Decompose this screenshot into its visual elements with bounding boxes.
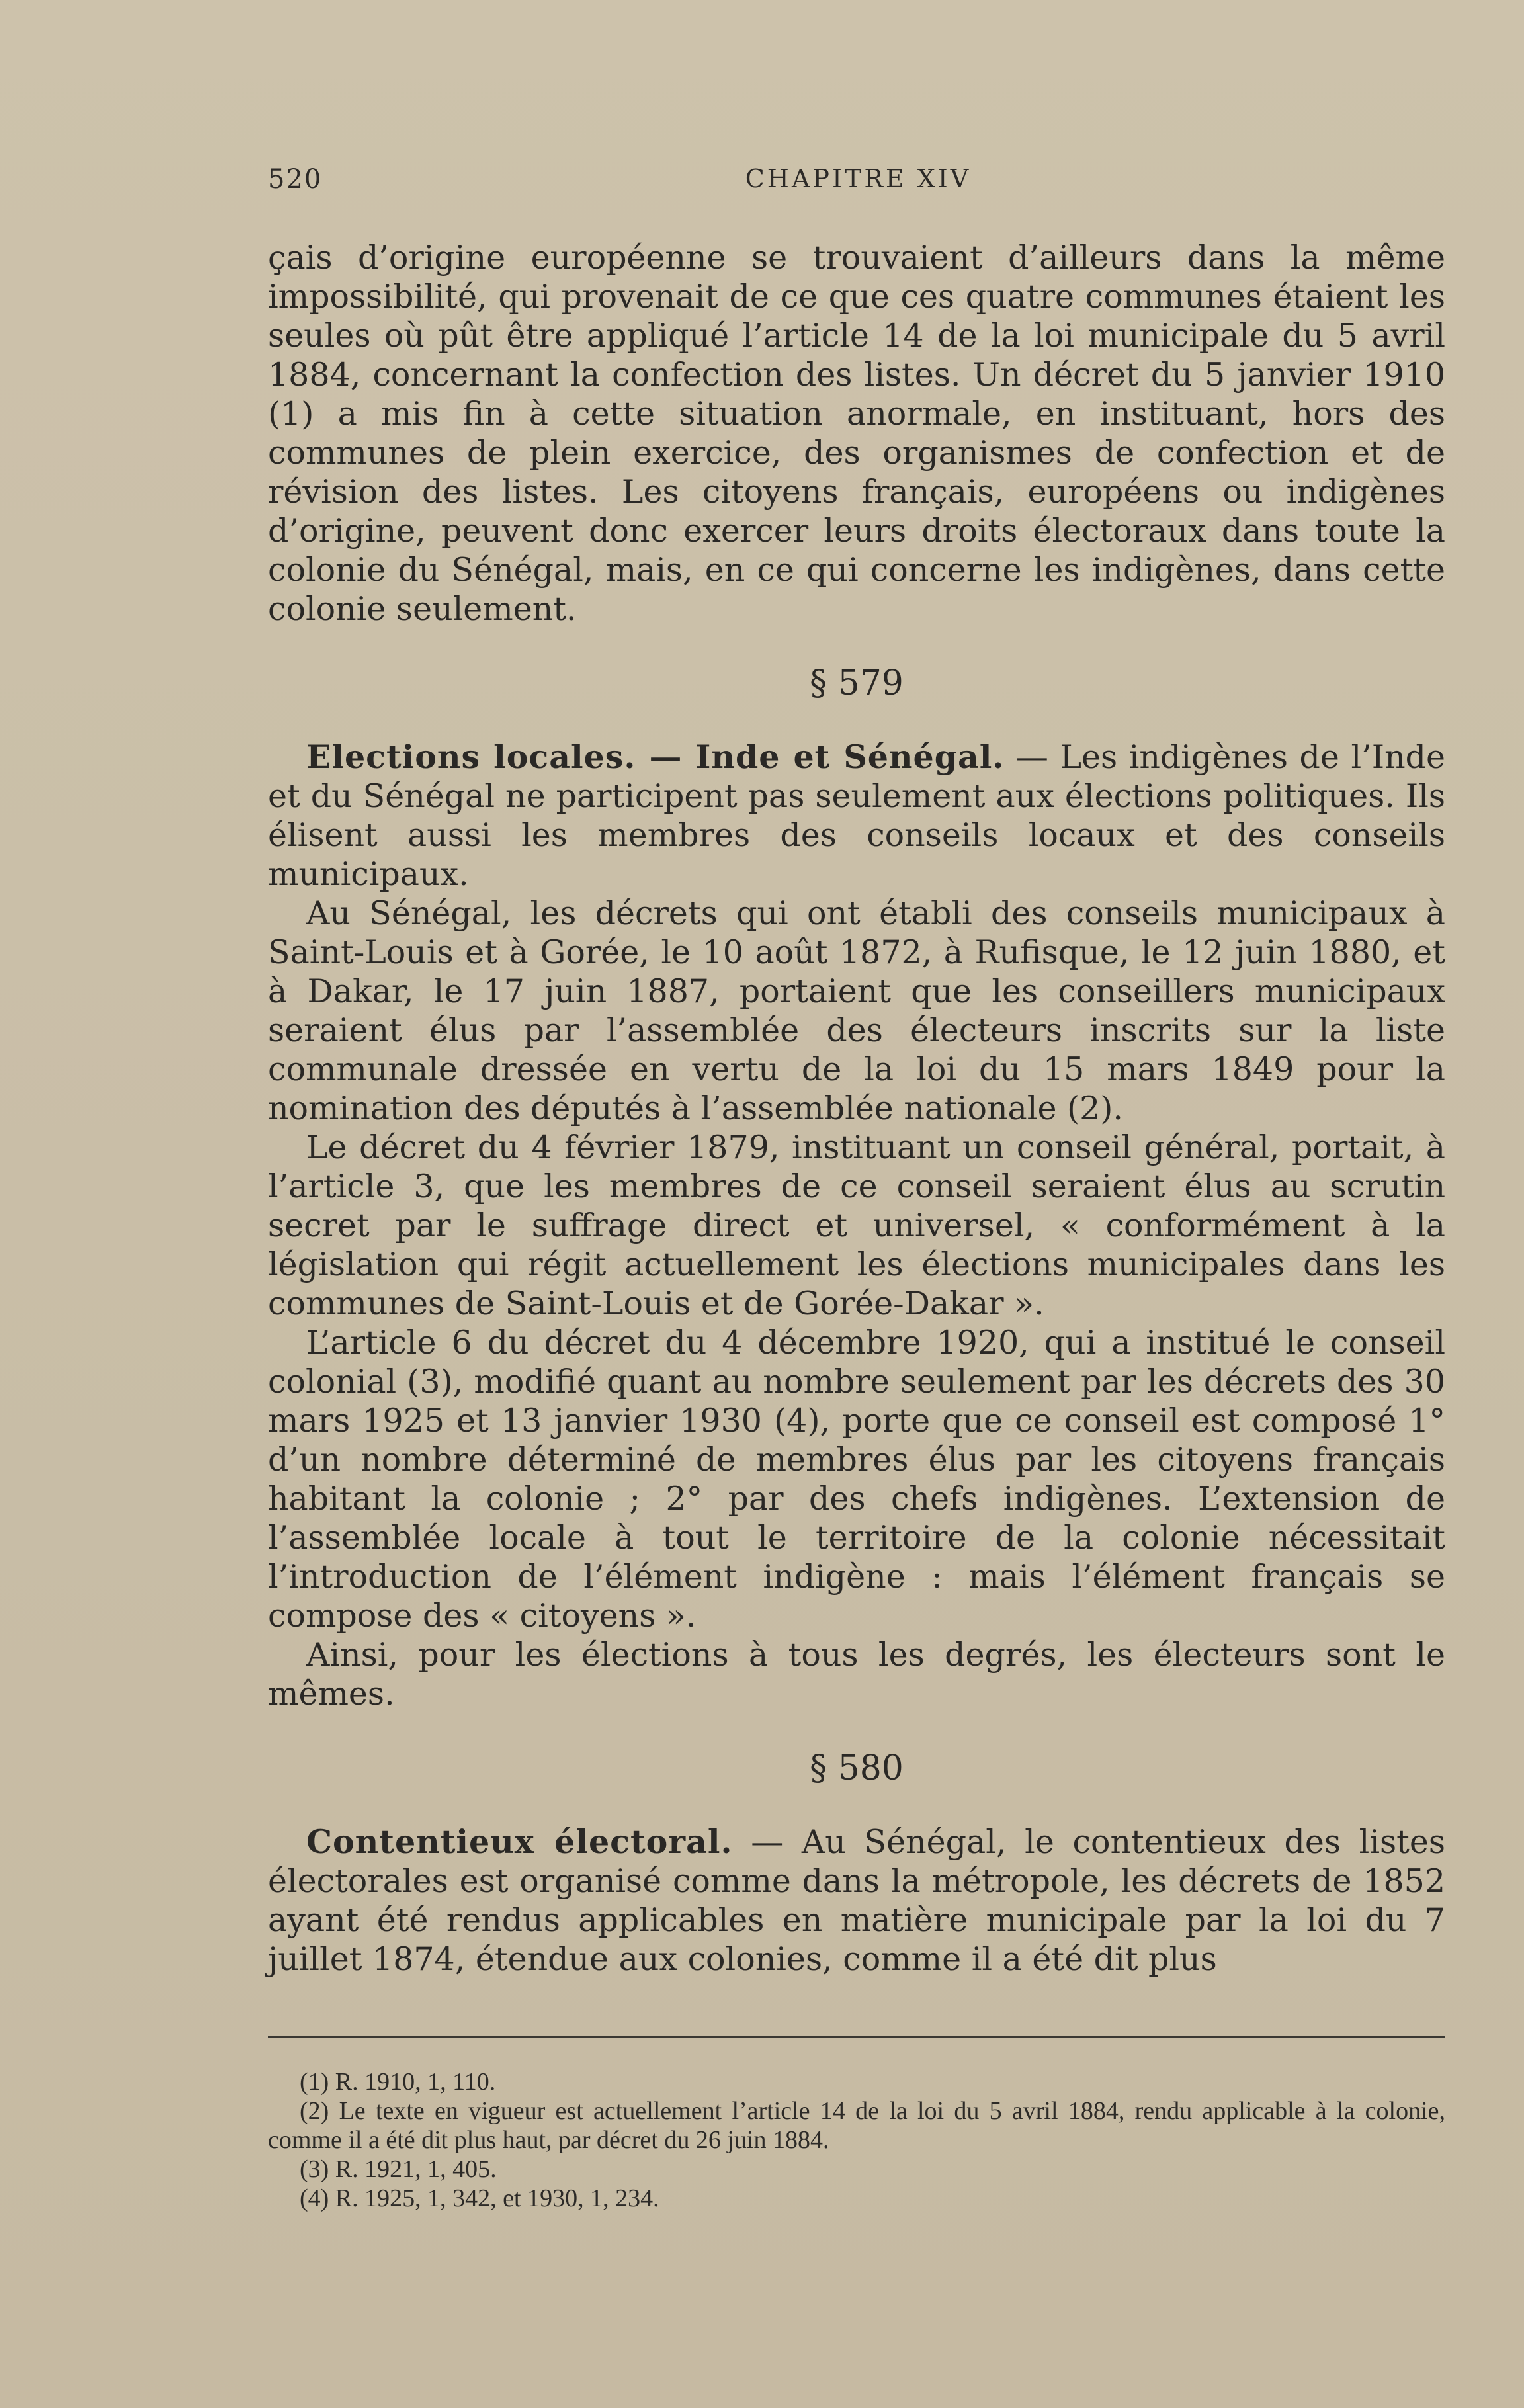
- running-header: [268, 164, 1449, 204]
- body-text: [268, 238, 1445, 1979]
- paragraph-5: L’article 6 du décret du 4 décembre 1920, qui a institué le conseil colonial (3), modifié quant au nombre seulement par les décrets des 30 mars 1925 et 13 janvier 1930 (4), porte que ce conseil est composé 1° d’un nombre déterminé de membres élus par les citoyens français habitant la colonie ; 2° par des chefs indigènes. L’extension de l’assemblée locale à tout le territoire de la colonie nécessitait l’introduction de l’élément indigène : mais l’élément français se compose des « citoyens ».: [268, 1324, 1445, 1635]
- paragraph-4: Le décret du 4 février 1879, instituant un conseil général, portait, à l’article 3, que les membres de ce conseil seraient élus au scrutin secret par le suffrage direct et universel, « conformément à la législation qui régit actuellement les élections municipales dans les communes de Saint-Louis et de Gorée-Dakar ».: [268, 1129, 1445, 1322]
- paragraph-2-text: — Les indigènes de l’Inde et du Sénégal ne participent pas seulement aux élections politiques. Ils élisent aussi les membres des conseils locaux et des conseils municipaux.: [268, 738, 1445, 893]
- footnote-4: (4) R. 1925, 1, 342, et 1930, 1, 234.: [300, 2184, 659, 2212]
- footnote-1: (1) R. 1910, 1, 110.: [300, 2068, 496, 2096]
- footnote-divider: [268, 2036, 1445, 2038]
- chapter-title: CHAPITRE XIV: [745, 164, 972, 193]
- paragraph-6: Ainsi, pour les élections à tous les degrés, les électeurs sont le mêmes.: [268, 1636, 1445, 1713]
- section-heading-580: § 580: [810, 1748, 904, 1788]
- run-in-heading-contentieux: Contentieux électoral.: [306, 1823, 733, 1861]
- footnotes: [268, 2036, 1445, 2213]
- paragraph-1: çais d’origine européenne se trouvaient d’ailleurs dans la même impossibilité, qui provenait de ce que ces quatre communes étaient les seules où pût être appliqué l’article 14 de la loi municipale du 5 avril 1884, concernant la confection des listes. Un décret du 5 janvier 1910 (1) a mis fin à cette situation anormale, en instituant, hors des communes de plein exercice, des organismes de confection et de révision des listes. Les citoyens français, européens ou indigènes d’origine, peuvent donc exercer leurs droits électoraux dans toute la colonie du Sénégal, mais, en ce qui concerne les indigènes, dans cette colonie seulement.: [268, 239, 1445, 628]
- paragraph-2: [268, 738, 1445, 894]
- footnote-3: (3) R. 1921, 1, 405.: [300, 2155, 497, 2183]
- footnote-2: (2) Le texte en vigueur est actuellement l’article 14 de la loi du 5 avril 1884, rendu applicable à la colonie, comme il a été dit plus haut, par décret du 26 juin 1884.: [268, 2097, 1445, 2154]
- section-heading-579: § 579: [810, 664, 904, 703]
- run-in-heading-elections: Elections locales. — Inde et Sénégal.: [306, 738, 1005, 776]
- paragraph-3: Au Sénégal, les décrets qui ont établi des conseils municipaux à Saint-Louis et à Gorée, le 10 août 1872, à Rufisque, le 12 juin 1880, et à Dakar, le 17 juin 1887, portaient que les conseillers municipaux seraient élus par l’assemblée des électeurs inscrits sur la liste communale dressée en vertu de la loi du 15 mars 1849 pour la nomination des députés à l’assemblée nationale (2).: [268, 894, 1445, 1127]
- page-number: 520: [268, 164, 323, 194]
- paragraph-7: [268, 1823, 1445, 1979]
- paragraph-7-text: — Au Sénégal, le contentieux des listes électorales est organisé comme dans la métropole, les décrets de 1852 ayant été rendus applicables en matière municipale par la loi du 7 juillet 1874, étendue aux colonies, comme il a été dit plus: [268, 1823, 1445, 1978]
